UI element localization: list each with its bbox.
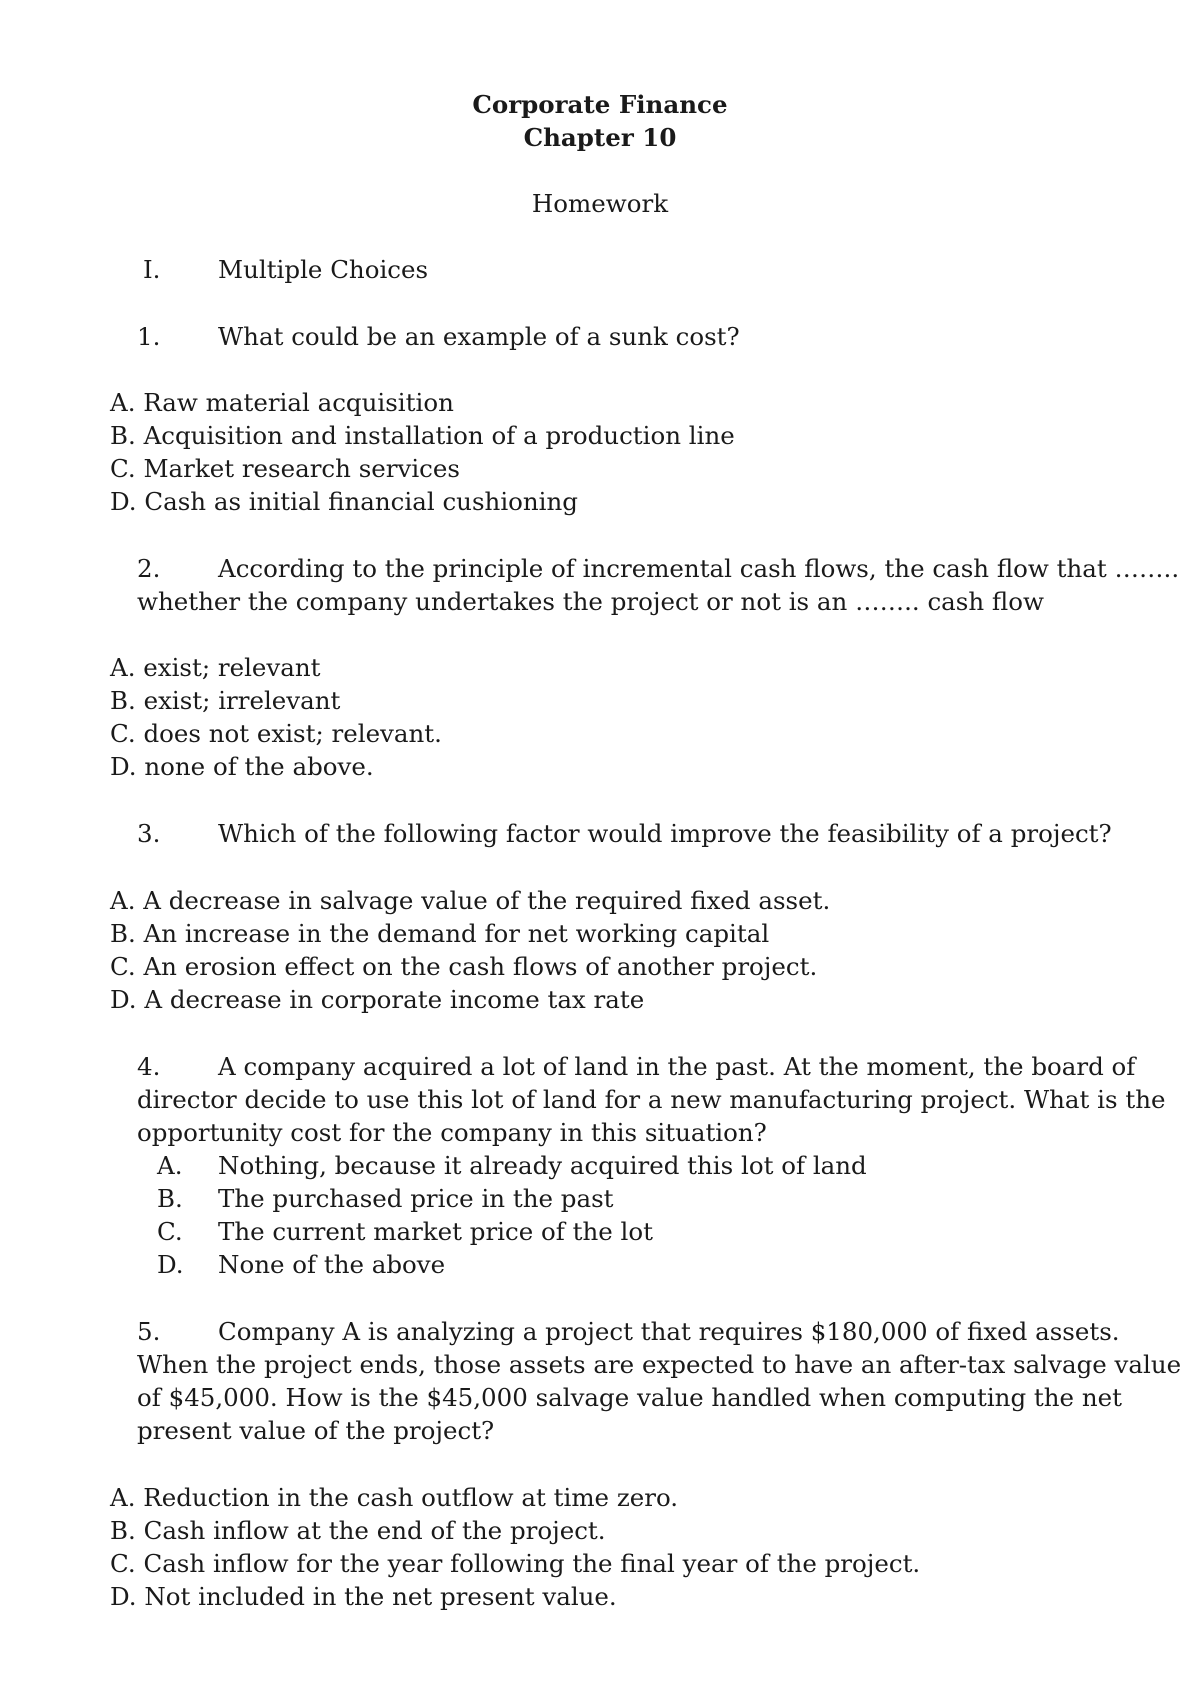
question-text: A company acquired a lot of land in the past. At the moment, the board of	[218, 1052, 1136, 1081]
answer-option: B. exist; irrelevant	[110, 686, 341, 715]
answer-option: The purchased price in the past	[218, 1184, 614, 1213]
answer-option: D. none of the above.	[110, 752, 374, 781]
answer-option: B. Acquisition and installation of a production line	[110, 421, 735, 450]
document-subtitle: Homework	[531, 189, 669, 218]
question-text: present value of the project?	[137, 1416, 495, 1445]
answer-option: None of the above	[218, 1250, 446, 1279]
option-letter: D.	[157, 1250, 184, 1279]
question-text: of $45,000. How is the $45,000 salvage value handled when computing the net	[137, 1383, 1122, 1412]
answer-option: A. Raw material acquisition	[110, 388, 454, 417]
answer-option: Nothing, because it already acquired this lot of land	[218, 1151, 867, 1180]
option-letter: B.	[157, 1184, 183, 1213]
answer-option: The current market price of the lot	[218, 1217, 653, 1246]
answer-option: A. A decrease in salvage value of the required fixed asset.	[110, 886, 831, 915]
course-title: Corporate Finance	[472, 90, 728, 119]
option-letter: C.	[157, 1217, 183, 1246]
answer-option: A. Reduction in the cash outflow at time zero.	[110, 1483, 679, 1512]
question-text: According to the principle of incremental cash flows, the cash flow that ……..	[218, 554, 1180, 583]
answer-option: A. exist; relevant	[110, 653, 321, 682]
question-text: When the project ends, those assets are expected to have an after-tax salvage value	[137, 1350, 1182, 1379]
answer-option: D. A decrease in corporate income tax rate	[110, 985, 645, 1014]
answer-option: C. Market research services	[110, 454, 460, 483]
question-text: What could be an example of a sunk cost?	[218, 322, 740, 351]
answer-option: B. An increase in the demand for net working capital	[110, 919, 770, 948]
question-text: director decide to use this lot of land for a new manufacturing project. What is the	[137, 1085, 1166, 1114]
question-text: whether the company undertakes the project or not is an …….. cash flow	[137, 587, 1044, 616]
answer-option: C. does not exist; relevant.	[110, 719, 442, 748]
question-number: 5.	[137, 1317, 161, 1346]
answer-option: D. Not included in the net present value.	[110, 1582, 617, 1611]
question-number: 2.	[137, 554, 161, 583]
question-text: Company A is analyzing a project that requires $180,000 of fixed assets.	[218, 1317, 1120, 1346]
question-number: 3.	[137, 819, 161, 848]
answer-option: D. Cash as initial financial cushioning	[110, 487, 578, 516]
question-text: Which of the following factor would improve the feasibility of a project?	[218, 819, 1112, 848]
question-number: 4.	[137, 1052, 161, 1081]
answer-option: B. Cash inflow at the end of the project.	[110, 1516, 606, 1545]
question-text: opportunity cost for the company in this situation?	[137, 1118, 767, 1147]
section-title: Multiple Choices	[218, 255, 429, 284]
option-letter: A.	[157, 1151, 183, 1180]
answer-option: C. Cash inflow for the year following the final year of the project.	[110, 1549, 921, 1578]
answer-option: C. An erosion effect on the cash flows of another project.	[110, 952, 818, 981]
question-number: 1.	[137, 322, 161, 351]
section-numeral: I.	[143, 255, 161, 284]
chapter-title: Chapter 10	[523, 123, 677, 152]
